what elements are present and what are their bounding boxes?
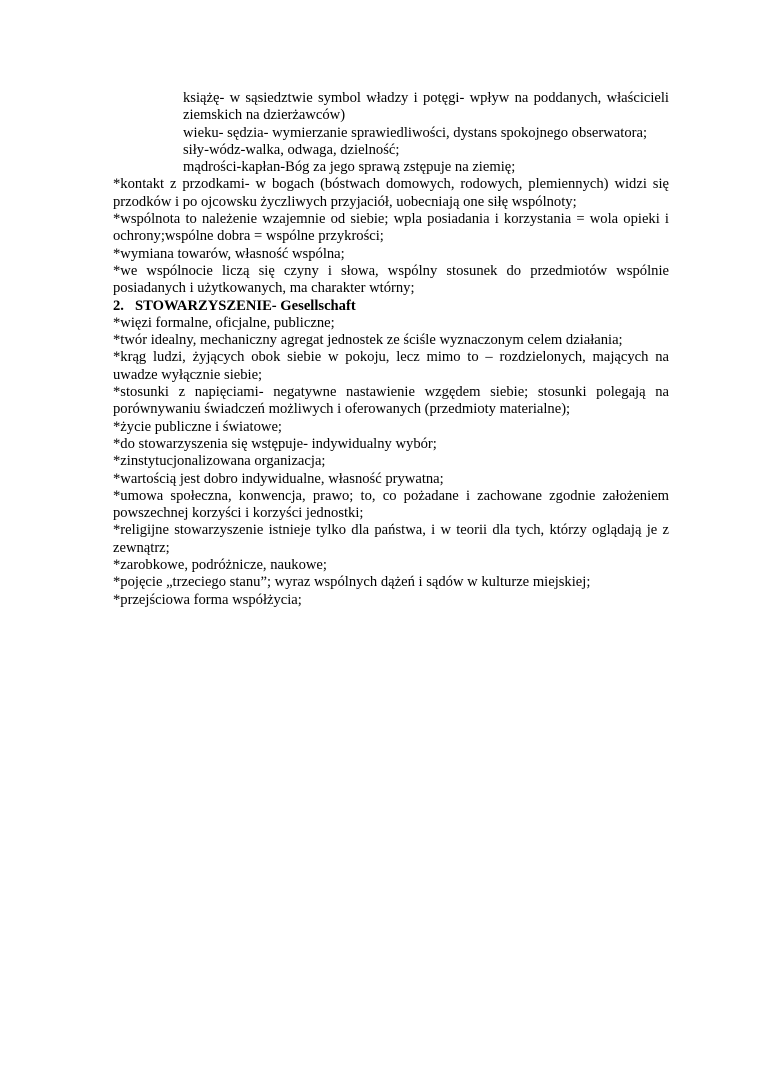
- list-item: *religijne stowarzyszenie istnieje tylko dla państwa, i w teorii dla tych, którzy oglądają je z zewnątrz;: [113, 522, 669, 556]
- list-item: *wspólnota to należenie wzajemnie od siebie; wpla posiadania i korzystania = wola opieki i ochrony;wspólne dobra = wspólne przykrości;: [113, 211, 669, 245]
- indented-line-wisdom: mądrości-kapłan-Bóg za jego sprawą zstępuje na ziemię;: [183, 159, 516, 176]
- section-title: STOWARZYSZENIE- Gesellschaft: [135, 297, 356, 314]
- list-item: *pojęcie „trzeciego stanu”; wyraz wspólnych dążeń i sądów w kulturze miejskiej;: [113, 574, 591, 591]
- list-item: *twór idealny, mechaniczny agregat jednostek ze ściśle wyznaczonym celem działania;: [113, 332, 623, 349]
- list-item: *stosunki z napięciami- negatywne nastawienie wzgędem siebie; stosunki polegają na porównywaniu świadczeń możliwych i oferowanych (przedmioty materialne);: [113, 384, 669, 418]
- indented-block: [113, 90, 669, 176]
- document-page: [113, 90, 669, 609]
- indented-line-age: wieku- sędzia- wymierzanie sprawiedliwości, dystans spokojnego obserwatora;: [183, 124, 648, 141]
- section-number: 2.: [113, 297, 124, 314]
- list-item: *wymiana towarów, własność wspólna;: [113, 245, 345, 262]
- list-item: *więzi formalne, oficjalne, publiczne;: [113, 314, 335, 331]
- list-item: *kontakt z przodkami- w bogach (bóstwach domowych, rodowych, plemiennych) widzi się przodków i po ojcowsku życzliwych przyjaciół, uobecniają one siłę wspólnoty;: [113, 176, 669, 210]
- list-item: *zinstytucjonalizowana organizacja;: [113, 453, 326, 470]
- list-item: *zarobkowe, podróżnicze, naukowe;: [113, 557, 327, 574]
- indented-line-strength: siły-wódz-walka, odwaga, dzielność;: [183, 141, 400, 158]
- section-heading: [113, 298, 669, 315]
- indented-line-prince: książę- w sąsiedztwie symbol władzy i potęgi- wpływ na poddanych, właścicieli ziemskich na dzierżawców): [183, 90, 669, 124]
- list-item: *umowa społeczna, konwencja, prawo; to, co pożadane i zachowane zgodnie założeniem powszechnej korzyści i korzyści jednostki;: [113, 487, 669, 522]
- list-item: *wartością jest dobro indywidualne, własność prywatna;: [113, 470, 444, 487]
- list-item: *krąg ludzi, żyjących obok siebie w pokoju, lecz mimo to – rozdzielonych, mających na uwadze wyłącznie siebie;: [113, 349, 669, 383]
- list-item: *we wspólnocie liczą się czyny i słowa, wspólny stosunek do przedmiotów wspólnie posiadanych i użytkowanych, ma charakter wtórny;: [113, 262, 669, 297]
- list-item: *życie publiczne i światowe;: [113, 418, 282, 435]
- list-item: *przejściowa forma współżycia;: [113, 591, 302, 608]
- list-item: *do stowarzyszenia się wstępuje- indywidualny wybór;: [113, 435, 437, 452]
